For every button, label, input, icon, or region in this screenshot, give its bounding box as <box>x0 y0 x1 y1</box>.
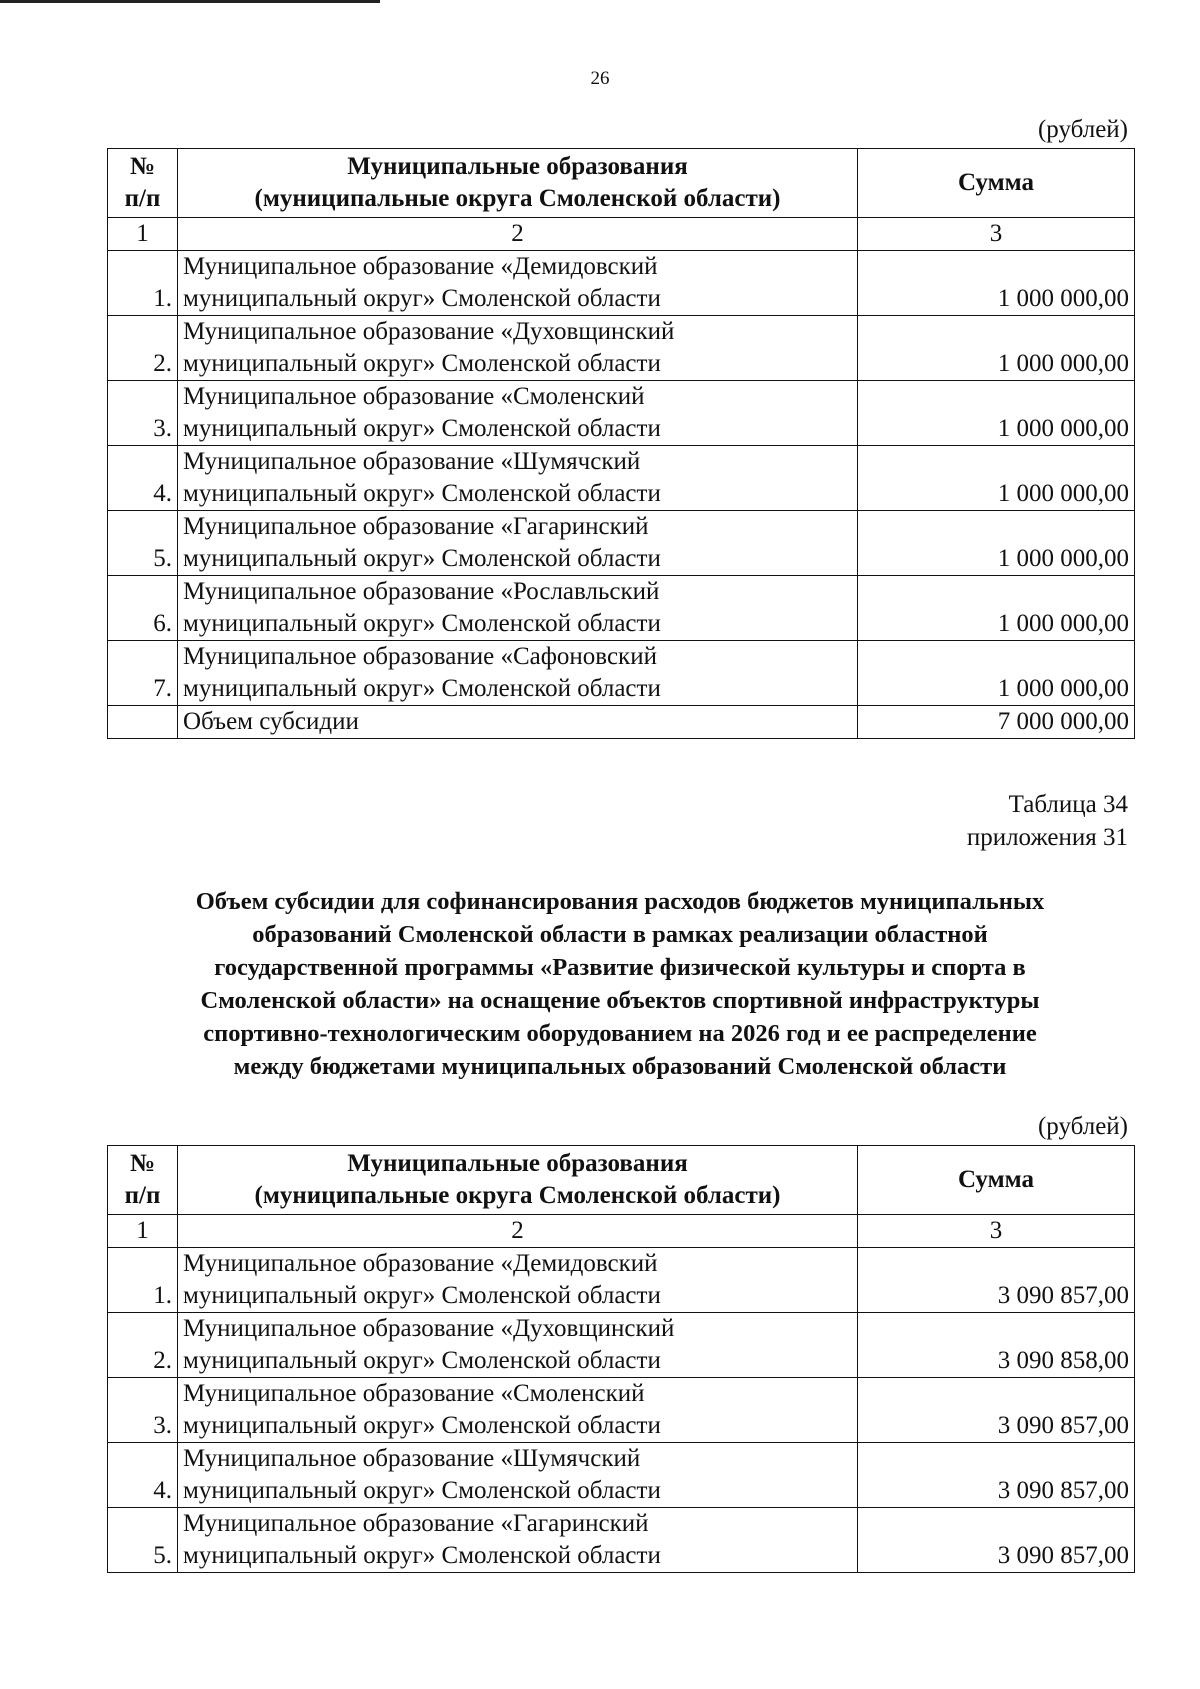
name-line: муниципальный округ» Смоленской области <box>183 1412 661 1439</box>
name-line: Муниципальное образование «Шумячский <box>183 1445 641 1472</box>
row-number: 4. <box>108 1443 178 1508</box>
municipality-name <box>178 641 858 706</box>
table-row <box>108 1248 1135 1313</box>
municipality-name <box>178 251 858 316</box>
table-row <box>108 641 1135 706</box>
municipality-name <box>178 1313 858 1378</box>
total-number-empty <box>108 706 178 739</box>
column-number: 3 <box>858 1215 1135 1248</box>
total-label: Объем субсидии <box>178 706 858 739</box>
unit-label: (рублей) <box>1037 1113 1128 1140</box>
heading-line: Смоленской области» на оснащение объектов спортивной инфраструктуры <box>200 987 1040 1014</box>
name-line: Муниципальное образование «Духовщинский <box>183 1315 675 1342</box>
table-caption-line1: Таблица 34 <box>1008 791 1128 818</box>
row-sum: 1 000 000,00 <box>858 641 1135 706</box>
municipality-name <box>178 1248 858 1313</box>
table-row <box>108 251 1135 316</box>
table-header-row <box>108 149 1135 218</box>
header-number <box>108 149 178 218</box>
column-number: 3 <box>858 218 1135 251</box>
row-sum: 1 000 000,00 <box>858 446 1135 511</box>
unit-label: (рублей) <box>1037 116 1128 143</box>
total-sum: 7 000 000,00 <box>858 706 1135 739</box>
table-header-row <box>108 1146 1135 1215</box>
row-number: 2. <box>108 1313 178 1378</box>
name-line: Муниципальное образование «Смоленский <box>183 383 645 410</box>
row-number: 1. <box>108 1248 178 1313</box>
table-row <box>108 1313 1135 1378</box>
row-sum: 3 090 857,00 <box>858 1378 1135 1443</box>
row-sum: 1 000 000,00 <box>858 316 1135 381</box>
column-number: 1 <box>108 218 178 251</box>
header-municipality <box>178 149 858 218</box>
municipality-name <box>178 576 858 641</box>
municipality-name <box>178 1443 858 1508</box>
row-sum: 1 000 000,00 <box>858 251 1135 316</box>
municipality-name <box>178 446 858 511</box>
table-row <box>108 1378 1135 1443</box>
header-number-line1: № <box>129 1150 156 1177</box>
name-line: муниципальный округ» Смоленской области <box>183 610 661 637</box>
row-number: 1. <box>108 251 178 316</box>
column-number-row <box>108 1215 1135 1248</box>
name-line: Муниципальное образование «Гагаринский <box>183 513 649 540</box>
municipality-name <box>178 1508 858 1573</box>
name-line: муниципальный округ» Смоленской области <box>183 480 661 507</box>
header-number <box>108 1146 178 1215</box>
column-number: 2 <box>178 218 858 251</box>
table-row <box>108 381 1135 446</box>
subsidy-table-1 <box>107 148 1135 739</box>
name-line: Муниципальное образование «Смоленский <box>183 1380 645 1407</box>
header-number-line1: № <box>129 153 156 180</box>
name-line: Муниципальное образование «Гагаринский <box>183 1510 649 1537</box>
row-sum: 3 090 857,00 <box>858 1248 1135 1313</box>
name-line: муниципальный округ» Смоленской области <box>183 1542 661 1569</box>
row-sum: 1 000 000,00 <box>858 381 1135 446</box>
name-line: муниципальный округ» Смоленской области <box>183 1347 661 1374</box>
table-row <box>108 1508 1135 1573</box>
name-line: Муниципальное образование «Шумячский <box>183 448 641 475</box>
name-line: муниципальный округ» Смоленской области <box>183 1282 661 1309</box>
name-line: муниципальный округ» Смоленской области <box>183 675 661 702</box>
municipality-name <box>178 511 858 576</box>
table-row <box>108 511 1135 576</box>
row-sum: 1 000 000,00 <box>858 576 1135 641</box>
header-number-line2: п/п <box>124 185 161 212</box>
name-line: муниципальный округ» Смоленской области <box>183 1477 661 1504</box>
row-number: 3. <box>108 1378 178 1443</box>
heading-line: между бюджетами муниципальных образований Смоленской области <box>233 1053 1007 1080</box>
heading-line: образований Смоленской области в рамках реализации областной <box>252 921 988 948</box>
table-row <box>108 446 1135 511</box>
header-sum: Сумма <box>858 1146 1135 1215</box>
column-number: 2 <box>178 1215 858 1248</box>
name-line: муниципальный округ» Смоленской области <box>183 545 661 572</box>
name-line: Муниципальное образование «Демидовский <box>183 1250 658 1277</box>
row-number: 3. <box>108 381 178 446</box>
section-heading <box>120 885 1120 1083</box>
total-row <box>108 706 1135 739</box>
table-caption-line2: приложения 31 <box>966 824 1128 851</box>
header-municipality-line1: Муниципальные образования <box>347 153 688 180</box>
heading-line: спортивно-технологическим оборудованием на 2026 год и ее распределение <box>203 1020 1037 1047</box>
header-number-line2: п/п <box>124 1182 161 1209</box>
page-number: 26 <box>590 68 610 89</box>
name-line: муниципальный округ» Смоленской области <box>183 415 661 442</box>
row-sum: 3 090 857,00 <box>858 1443 1135 1508</box>
row-sum: 1 000 000,00 <box>858 511 1135 576</box>
header-municipality-line2: (муниципальные округа Смоленской области) <box>254 1182 781 1209</box>
header-sum: Сумма <box>858 149 1135 218</box>
header-municipality-line2: (муниципальные округа Смоленской области) <box>254 185 781 212</box>
row-number: 5. <box>108 511 178 576</box>
municipality-name <box>178 1378 858 1443</box>
table-row <box>108 316 1135 381</box>
name-line: Муниципальное образование «Рославльский <box>183 578 660 605</box>
column-number: 1 <box>108 1215 178 1248</box>
header-municipality-line1: Муниципальные образования <box>347 1150 688 1177</box>
table-caption <box>967 788 1128 854</box>
row-sum: 3 090 857,00 <box>858 1508 1135 1573</box>
name-line: Муниципальное образование «Сафоновский <box>183 643 657 670</box>
row-sum: 3 090 858,00 <box>858 1313 1135 1378</box>
table-row <box>108 576 1135 641</box>
row-number: 4. <box>108 446 178 511</box>
subsidy-table-2 <box>107 1145 1135 1573</box>
heading-line: государственной программы «Развитие физической культуры и спорта в <box>214 954 1026 981</box>
row-number: 7. <box>108 641 178 706</box>
scan-edge-line <box>0 0 380 3</box>
name-line: Муниципальное образование «Демидовский <box>183 253 658 280</box>
column-number-row <box>108 218 1135 251</box>
municipality-name <box>178 381 858 446</box>
name-line: муниципальный округ» Смоленской области <box>183 350 661 377</box>
name-line: муниципальный округ» Смоленской области <box>183 285 661 312</box>
municipality-name <box>178 316 858 381</box>
row-number: 2. <box>108 316 178 381</box>
name-line: Муниципальное образование «Духовщинский <box>183 318 675 345</box>
header-municipality <box>178 1146 858 1215</box>
heading-line: Объем субсидии для софинансирования расходов бюджетов муниципальных <box>195 888 1045 915</box>
table-row <box>108 1443 1135 1508</box>
row-number: 5. <box>108 1508 178 1573</box>
row-number: 6. <box>108 576 178 641</box>
